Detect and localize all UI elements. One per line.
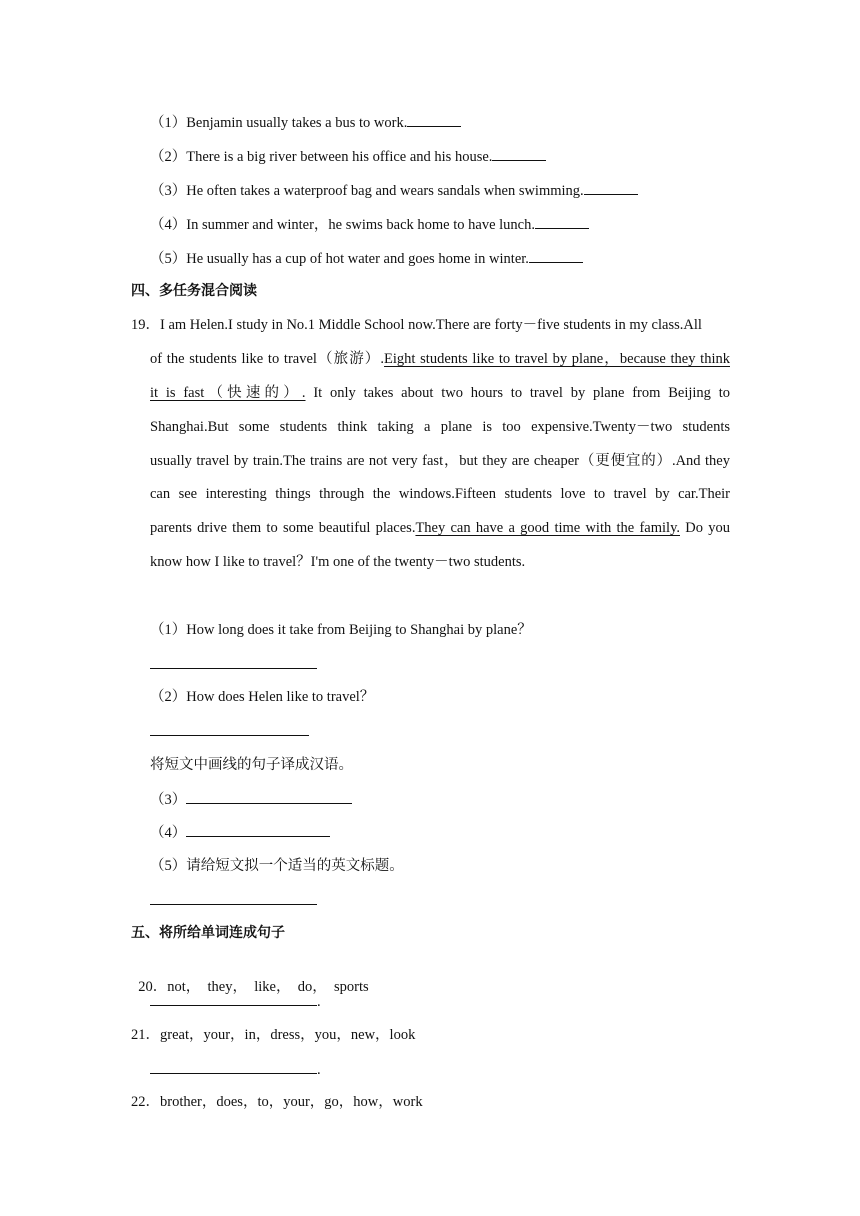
section-heading-4: 四、多任务混合阅读: [131, 283, 257, 299]
tf-item-2: （2）There is a big river between his office and his house.: [150, 146, 546, 167]
answer-blank[interactable]: [492, 146, 546, 161]
question-4: （4）: [150, 822, 330, 843]
sentence-item-20: 20．not， they， like， do， sports: [138, 979, 369, 995]
answer-line-5[interactable]: [150, 890, 317, 911]
answer-blank[interactable]: [535, 214, 589, 229]
question-1: （1）How long does it take from Beijing to Shanghai by plane？: [150, 622, 532, 638]
answer-line-20[interactable]: .: [150, 991, 321, 1012]
tf-item-4: （4）In summer and winter，he swims back home to have lunch.: [150, 214, 589, 235]
sentence-item-22: 22．brother，does，to，your，go，how，work: [131, 1094, 423, 1110]
tf-item-1: （1）Benjamin usually takes a bus to work.: [150, 112, 461, 133]
answer-line-2[interactable]: [150, 721, 309, 742]
passage-line-3: it is fast（快速的）. It only takes about two hours to travel by plane from Beijing to: [150, 385, 730, 401]
question-number: 19．: [131, 317, 160, 333]
underlined-sentence-1: Eight students like to travel by plane，because they think: [384, 351, 730, 367]
answer-line-1[interactable]: [150, 654, 317, 675]
section-heading-5: 五、将所给单词连成句子: [131, 925, 285, 941]
answer-blank[interactable]: [186, 789, 352, 804]
question-5: （5）请给短文拟一个适当的英文标题。: [150, 858, 404, 874]
answer-line-21[interactable]: .: [150, 1059, 321, 1080]
sentence-item-21: 21．great，your，in，dress，you，new，look: [131, 1027, 416, 1043]
answer-blank[interactable]: [407, 112, 461, 127]
answer-blank[interactable]: [529, 248, 583, 263]
passage-line-4: Shanghai.But some students think taking a plane is too expensive.Twenty－two students: [150, 419, 730, 435]
passage-line-6: can see interesting things through the windows.Fifteen students love to travel by car.Their: [150, 486, 730, 502]
passage-line-7: parents drive them to some beautiful places.They can have a good time with the family. Do you: [150, 520, 730, 536]
passage-line-8: know how I like to travel？I'm one of the twenty－two students.: [150, 554, 526, 570]
answer-blank[interactable]: [186, 822, 330, 837]
translate-instruction: 将短文中画线的句子译成汉语。: [150, 757, 353, 773]
tf-item-3: （3）He often takes a waterproof bag and wears sandals when swimming.: [150, 180, 638, 201]
answer-blank[interactable]: [584, 180, 638, 195]
question-2: （2）How does Helen like to travel？: [150, 689, 375, 705]
passage-line-2: of the students like to travel（旅游）.Eight students like to travel by plane，because they think: [150, 351, 730, 367]
passage-line-5: usually travel by train.The trains are not very fast，but they are cheaper（更便宜的）.And they: [150, 453, 730, 469]
passage-line-1: 19．I am Helen.I study in No.1 Middle School now.There are forty－five students in my class.All: [131, 317, 702, 333]
underlined-sentence-2: They can have a good time with the family.: [415, 520, 680, 536]
question-3: （3）: [150, 789, 352, 810]
tf-item-5: （5）He usually has a cup of hot water and goes home in winter.: [150, 248, 583, 269]
underlined-sentence-1-end: it is fast（快速的）.: [150, 385, 306, 401]
